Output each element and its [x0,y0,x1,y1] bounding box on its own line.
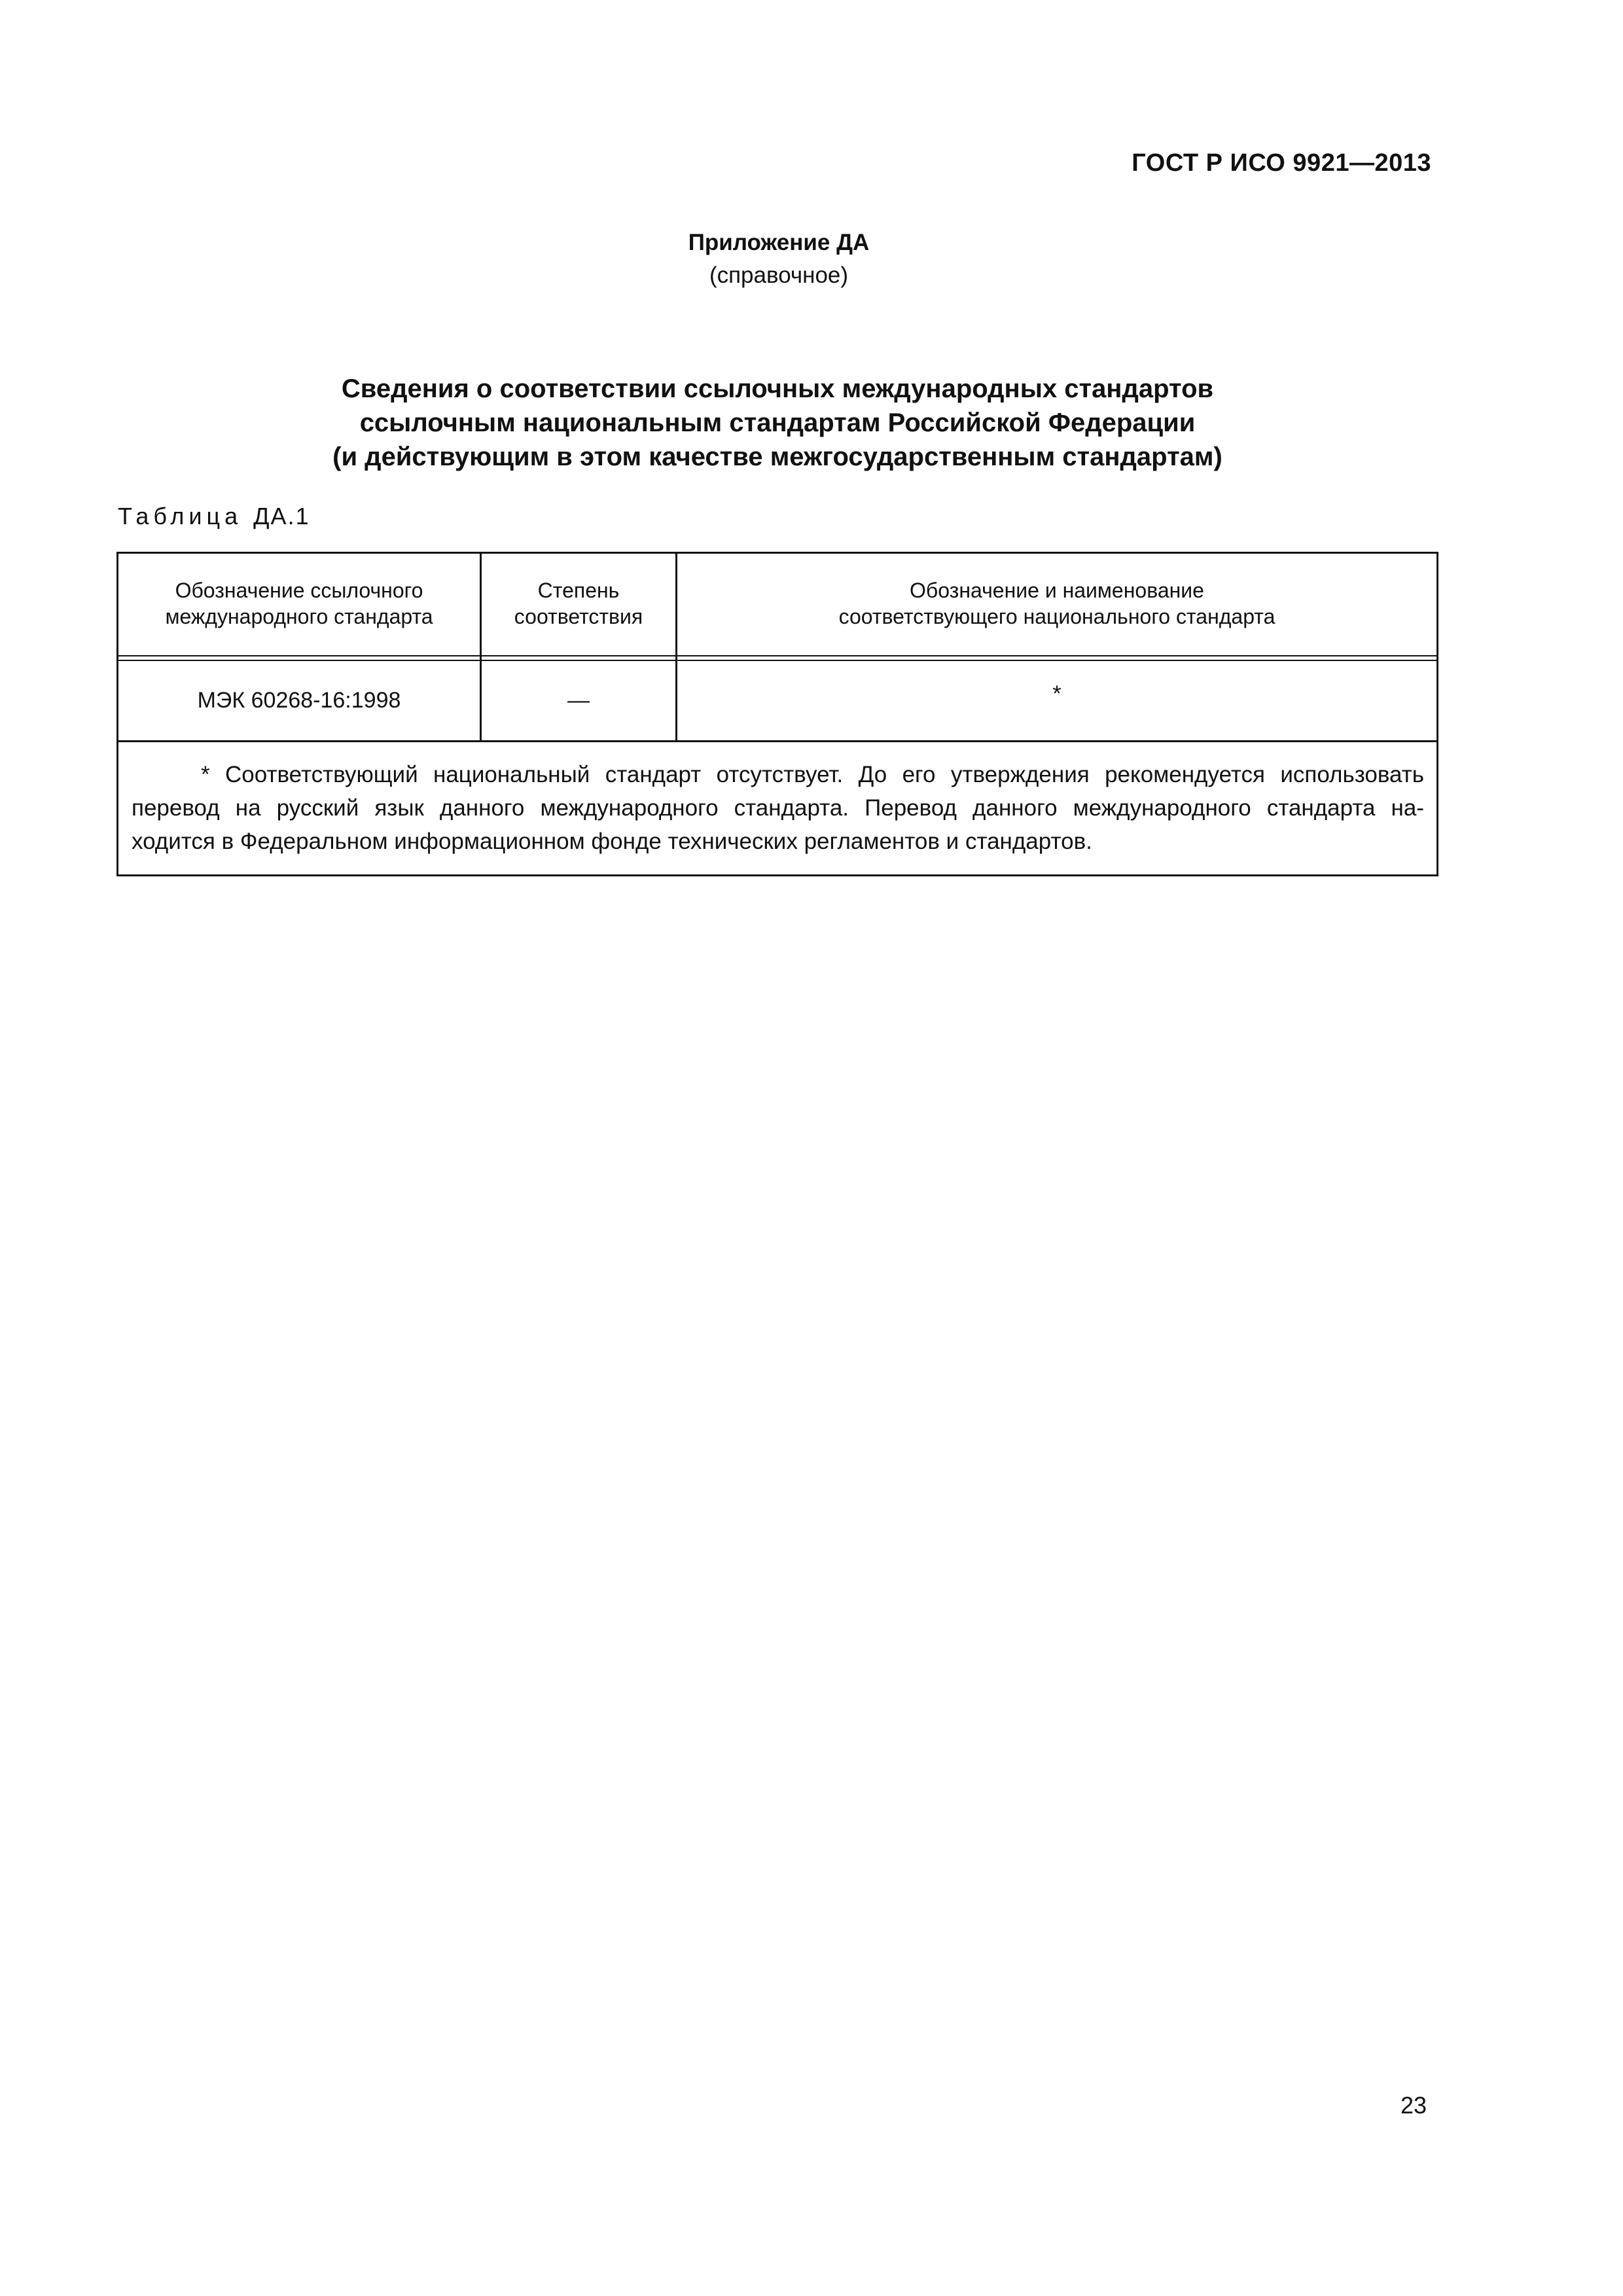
header-cell-international-standard [118,554,480,653]
section-heading [118,372,1437,474]
footnote-line-1: * Соответствующий национальный стандарт отсутствует. До его утверждения рекомендуется использовать [201,762,1424,787]
table-footnote [132,758,1424,858]
page-number: 23 [1400,2092,1427,2119]
table-caption [118,503,310,530]
column-rule-2 [675,554,677,741]
header-col2-line2: соответствия [514,605,643,628]
header-cell-degree [482,554,675,653]
section-heading-line-2: ссылочным национальным стандартам Российской Федерации [359,408,1196,437]
table-row-cell-degree: — [567,688,590,713]
section-heading-line-1: Сведения о соответствии ссылочных международных стандартов [341,374,1214,403]
annex-title: Приложение ДА [688,230,870,255]
document-code: ГОСТ Р ИСО 9921—2013 [1132,149,1431,177]
header-col1-line2: международного стандарта [165,605,433,628]
footnote-line-2: перевод на русский язык данного международного стандарта. Перевод данного международного стандарта на- [132,795,1424,821]
table-caption-number: ДА.1 [253,503,310,529]
header-col2-line1: Степень [537,579,620,602]
header-cell-national-standard [677,554,1436,653]
footnote-line-3: ходится в Федеральном информационном фонде технических регламентов и стандартов. [132,829,1092,854]
annex-type: (справочное) [709,262,849,288]
table-caption-label: Таблица [118,503,243,529]
annex-heading [0,226,1558,292]
footnote-rule [118,740,1436,742]
header-col3-line1: Обозначение и наименование [910,579,1204,602]
header-col1-line1: Обозначение ссылочного [175,579,423,602]
table-row-cell-national-standard: * [1052,681,1061,706]
column-rule-1 [480,554,482,741]
header-col3-line2: соответствующего национального стандарта [838,605,1275,628]
table-row-cell-international-standard: МЭК 60268-16:1998 [197,688,401,713]
header-rule-top [118,655,1436,656]
section-heading-line-3: (и действующим в этом качестве межгосударственным стандартам) [332,442,1222,471]
